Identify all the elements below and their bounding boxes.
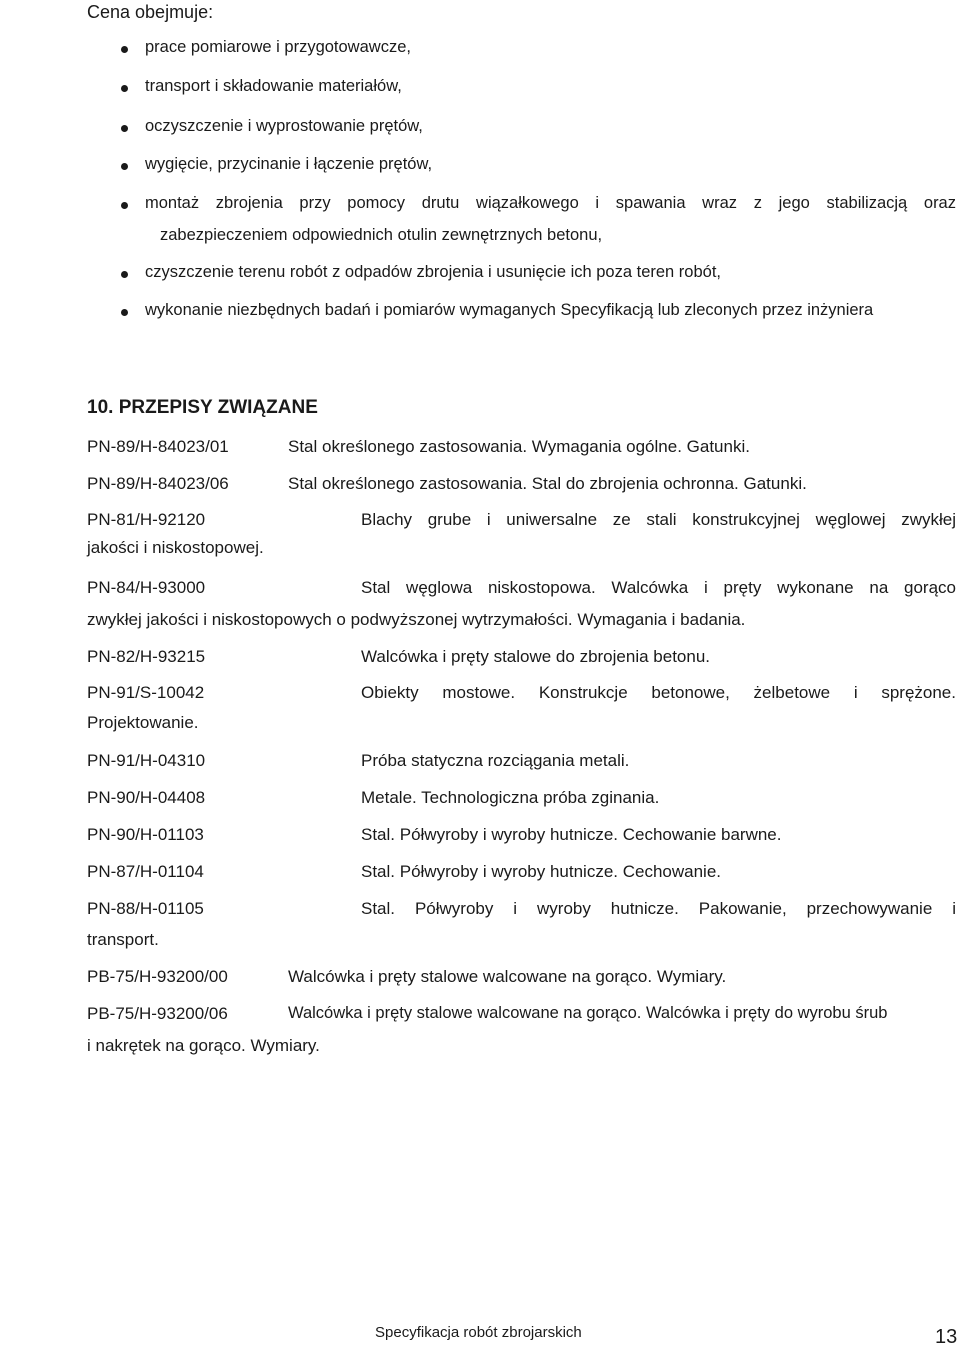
list-item-text: wykonanie niezbędnych badań i pomiarów wymaganych Specyfikacją lub zleconych przez inżyniera [145, 301, 874, 319]
standard-code: PN-90/H-04408 [87, 788, 206, 807]
bullet-icon [121, 125, 128, 132]
list-item-text: montaż zbrojenia przy pomocy drutu wiązałkowego i spawania wraz z jego stabilizacją oraz [145, 194, 956, 212]
standard-description: Walcówka i pręty stalowe walcowane na gorąco. Wymiary. [288, 967, 727, 986]
bullet-icon [121, 202, 128, 209]
bullet-icon [121, 85, 128, 92]
standard-code: PN-81/H-92120 [87, 510, 206, 529]
standard-code: PB-75/H-93200/06 [87, 1004, 228, 1023]
standard-description: Walcówka i pręty stalowe do zbrojenia betonu. [361, 647, 710, 666]
standard-description: Stal określonego zastosowania. Stal do zbrojenia ochronna. Gatunki. [288, 474, 807, 493]
standard-description: Próba statyczna rozciągania metali. [361, 751, 630, 770]
standard-description: Stal. Półwyroby i wyroby hutnicze. Cechowanie barwne. [361, 825, 782, 844]
bullet-icon [121, 163, 128, 170]
standard-description: Stal. Półwyroby i wyroby hutnicze. Cechowanie. [361, 862, 721, 881]
footer-title: Specyfikacja robót zbrojarskich [375, 1324, 582, 1341]
section-number: 10. [87, 397, 114, 418]
list-item-text: czyszczenie terenu robót z odpadów zbrojenia i usunięcie ich poza teren robót, [145, 263, 722, 281]
list-item-continuation: zabezpieczeniem odpowiednich otulin zewnętrznych betonu, [160, 226, 603, 244]
standard-code: PN-82/H-93215 [87, 647, 206, 666]
standard-code: PN-91/S-10042 [87, 683, 205, 702]
standard-description: Stal. Półwyroby i wyroby hutnicze. Pakowanie, przechowywanie i [361, 899, 956, 918]
list-item-text: oczyszczenie i wyprostowanie prętów, [145, 117, 423, 135]
standard-description: Stal węglowa niskostopowa. Walcówka i pręty wykonane na gorąco [361, 578, 956, 597]
bullet-icon [121, 309, 128, 316]
standard-description-continuation: jakości i niskostopowej. [87, 538, 264, 557]
standard-code: PN-90/H-01103 [87, 825, 204, 844]
intro-heading: Cena obejmuje: [87, 2, 214, 22]
standard-description: Blachy grube i uniwersalne ze stali konstrukcyjnej węglowej zwykłej [361, 510, 956, 529]
standard-code: PN-89/H-84023/06 [87, 474, 229, 493]
standard-description: Obiekty mostowe. Konstrukcje betonowe, żelbetowe i sprężone. [361, 683, 956, 702]
standard-code: PN-91/H-04310 [87, 751, 206, 770]
standard-code: PN-87/H-01104 [87, 862, 204, 881]
standard-description: Walcówka i pręty stalowe walcowane na gorąco. Walcówka i pręty do wyrobu śrub [288, 1004, 888, 1022]
standard-description-continuation: transport. [87, 930, 159, 949]
standard-description-continuation: zwykłej jakości i niskostopowych o podwyższonej wytrzymałości. Wymagania i badania. [87, 610, 746, 629]
standard-code: PN-89/H-84023/01 [87, 437, 229, 456]
standard-code: PB-75/H-93200/00 [87, 967, 228, 986]
bullet-icon [121, 46, 128, 53]
section-title: PRZEPISY ZWIĄZANE [118, 397, 318, 418]
standard-description-continuation: i nakrętek na gorąco. Wymiary. [87, 1036, 320, 1055]
list-item-text: prace pomiarowe i przygotowawcze, [145, 38, 411, 56]
standard-code: PN-88/H-01105 [87, 899, 204, 918]
page-number: 13 [935, 1326, 958, 1348]
standard-description-continuation: Projektowanie. [87, 713, 199, 732]
standard-code: PN-84/H-93000 [87, 578, 206, 597]
bullet-icon [121, 271, 128, 278]
list-item-text: transport i składowanie materiałów, [145, 77, 402, 95]
standard-description: Stal określonego zastosowania. Wymagania ogólne. Gatunki. [288, 437, 750, 456]
standard-description: Metale. Technologiczna próba zginania. [361, 788, 660, 807]
section-heading [87, 397, 318, 419]
list-item-text: wygięcie, przycinanie i łączenie prętów, [145, 155, 433, 173]
